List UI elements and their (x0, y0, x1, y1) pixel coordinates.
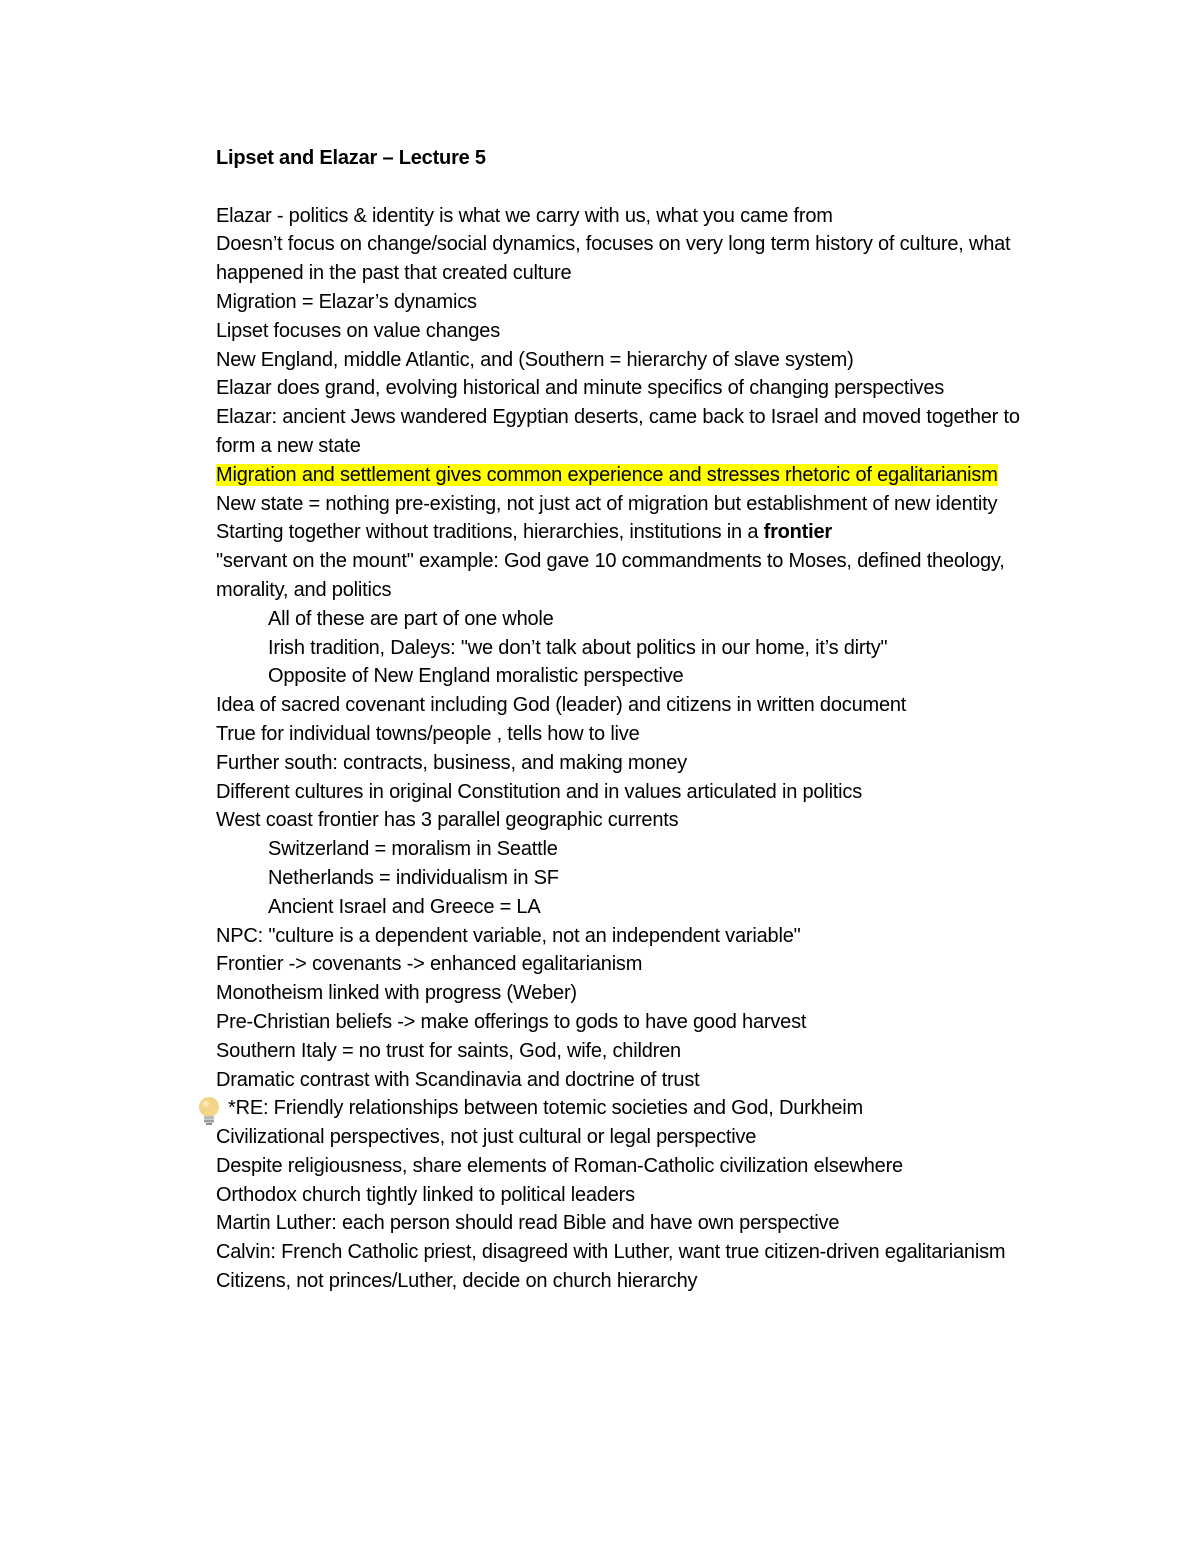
note-line: True for individual towns/people , tells how to live (216, 722, 640, 745)
note-line: Idea of sacred covenant including God (leader) and citizens in written document (216, 694, 907, 717)
note-line: West coast frontier has 3 parallel geographic currents (216, 809, 679, 832)
indented-note-line: Opposite of New England moralistic perspective (268, 665, 684, 688)
note-line: Citizens, not princes/Luther, decide on church hierarchy (216, 1270, 698, 1293)
note-line: Migration = Elazar’s dynamics (216, 290, 477, 313)
note-line: NPC: "culture is a dependent variable, not an independent variable" (216, 924, 801, 947)
document-body (216, 144, 1036, 1296)
note-line: "servant on the mount" example: God gave 10 commandments to Moses, defined theology, morality, and politics (216, 550, 1005, 601)
note-line: Elazar - politics & identity is what we carry with us, what you came from (216, 204, 833, 227)
blank-line (216, 173, 1036, 202)
lightbulb-icon[interactable] (196, 1096, 222, 1126)
note-line: Further south: contracts, business, and making money (216, 751, 687, 774)
note-line: Elazar: ancient Jews wandered Egyptian deserts, came back to Israel and moved together to form a new state (216, 406, 1020, 457)
note-line: Dramatic contrast with Scandinavia and doctrine of trust (216, 1068, 700, 1091)
indented-note-line: Ancient Israel and Greece = LA (268, 895, 541, 918)
note-line: Southern Italy = no trust for saints, God, wife, children (216, 1039, 681, 1062)
note-line: New state = nothing pre-existing, not just act of migration but establishment of new identity (216, 492, 998, 515)
note-line: Despite religiousness, share elements of Roman-Catholic civilization elsewhere (216, 1154, 903, 1177)
note-line: Civilizational perspectives, not just cultural or legal perspective (216, 1126, 757, 1149)
note-line: Starting together without traditions, hierarchies, institutions in a frontier (216, 521, 833, 544)
bold-term: frontier (763, 521, 833, 544)
indented-note-line: Switzerland = moralism in Seattle (268, 838, 558, 861)
note-line: Lipset focuses on value changes (216, 319, 500, 342)
note-line: Elazar does grand, evolving historical and minute specifics of changing perspectives (216, 377, 945, 400)
note-line: Pre-Christian beliefs -> make offerings to gods to have good harvest (216, 1010, 807, 1033)
indented-note-line: Irish tradition, Daleys: "we don’t talk about politics in our home, it’s dirty" (268, 636, 888, 659)
highlighted-text: Migration and settlement gives common experience and stresses rhetoric of egalitarianism (216, 463, 998, 486)
note-line: Martin Luther: each person should read Bible and have own perspective (216, 1212, 840, 1235)
indented-note-line: Netherlands = individualism in SF (268, 866, 559, 889)
note-line: Calvin: French Catholic priest, disagreed with Luther, want true citizen-driven egalitarianism (216, 1241, 1006, 1264)
note-line: Different cultures in original Constitution and in values articulated in politics (216, 780, 863, 803)
note-line: Monotheism linked with progress (Weber) (216, 982, 577, 1005)
note-line-with-bulb: *RE: Friendly relationships between totemic societies and God, Durkheim (216, 1094, 1036, 1123)
note-line: Frontier -> covenants -> enhanced egalitarianism (216, 953, 643, 976)
note-line: Doesn’t focus on change/social dynamics, focuses on very long term history of culture, what happened in the past that created culture (216, 233, 1011, 285)
document-title: Lipset and Elazar – Lecture 5 (216, 147, 486, 169)
note-line: New England, middle Atlantic, and (Southern = hierarchy of slave system) (216, 348, 854, 371)
note-line: Orthodox church tightly linked to political leaders (216, 1183, 635, 1206)
highlighted-note-line (216, 461, 1036, 490)
indented-note-line: All of these are part of one whole (268, 607, 554, 630)
